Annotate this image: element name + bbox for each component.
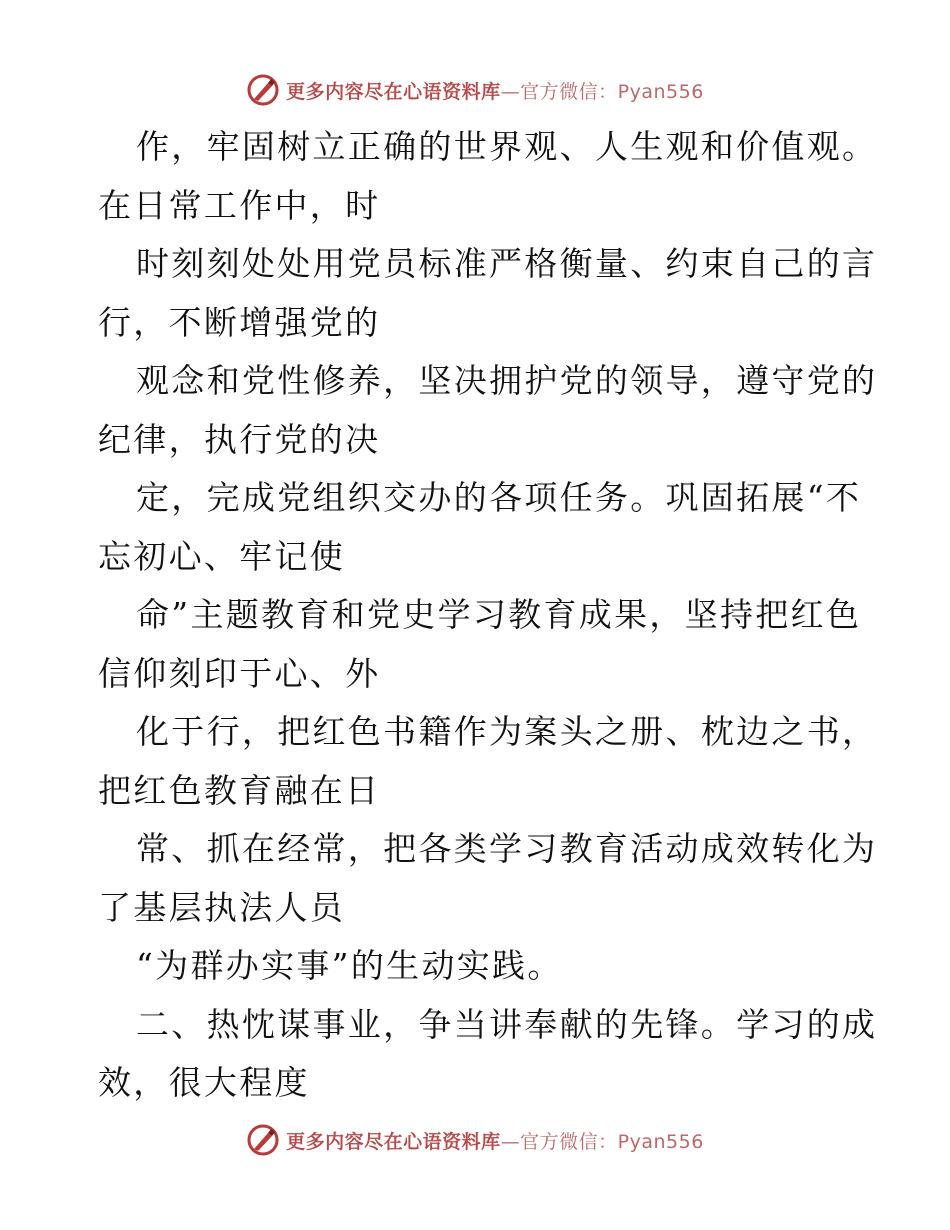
footer-brand: 更多内容尽在心语资料库 (286, 1130, 501, 1153)
text-line: 定，完成党组织交办的各项任务。巩固拓展“不 (136, 478, 862, 517)
text-line: 常、抓在经常，把各类学习教育活动成效转化为 (136, 829, 878, 868)
text-line: 命”主题教育和党史学习教育成果，坚持把红色 (136, 595, 862, 634)
header-watermark (0, 68, 950, 112)
header-contact: 官方微信：Pyan556 (520, 80, 704, 103)
document-body (98, 118, 878, 1113)
text-line: 把红色教育融在日 (98, 770, 381, 810)
header-brand: 更多内容尽在心语资料库 (286, 80, 501, 103)
text-line: 作，牢固树立正确的世界观、人生观和价值观。 (136, 127, 878, 166)
footer-contact: 官方微信：Pyan556 (520, 1130, 704, 1153)
text-line: 纪律，执行党的决 (98, 419, 381, 459)
pen-logo-icon (246, 73, 280, 107)
text-line: 观念和党性修养，坚决拥护党的领导，遵守党的 (136, 361, 878, 400)
footer-watermark (0, 1118, 950, 1162)
footer-banner-text (286, 1127, 704, 1154)
text-line: 在日常工作中，时 (98, 185, 381, 225)
text-line: 二、热忱谋事业，争当讲奉献的先锋。学习的成 (136, 1004, 878, 1044)
pen-logo-icon (246, 1123, 280, 1157)
header-separator: — (500, 80, 521, 103)
header-banner-text (286, 77, 704, 104)
footer-separator: — (500, 1130, 521, 1153)
text-line: 忘初心、牢记使 (98, 536, 346, 576)
text-line: 行，不断增强党的 (98, 302, 381, 342)
text-line: 信仰刻印于心、外 (98, 653, 381, 693)
text-line: 化于行，把红色书籍作为案头之册、枕边之书， (136, 712, 878, 751)
text-line: “为群办实事”的生动实践。 (136, 946, 563, 985)
text-line: 效，很大程度 (98, 1063, 310, 1102)
text-line: 时刻刻处处用党员标准严格衡量、约束自己的言 (136, 244, 878, 283)
text-line: 了基层执法人员 (98, 887, 346, 927)
